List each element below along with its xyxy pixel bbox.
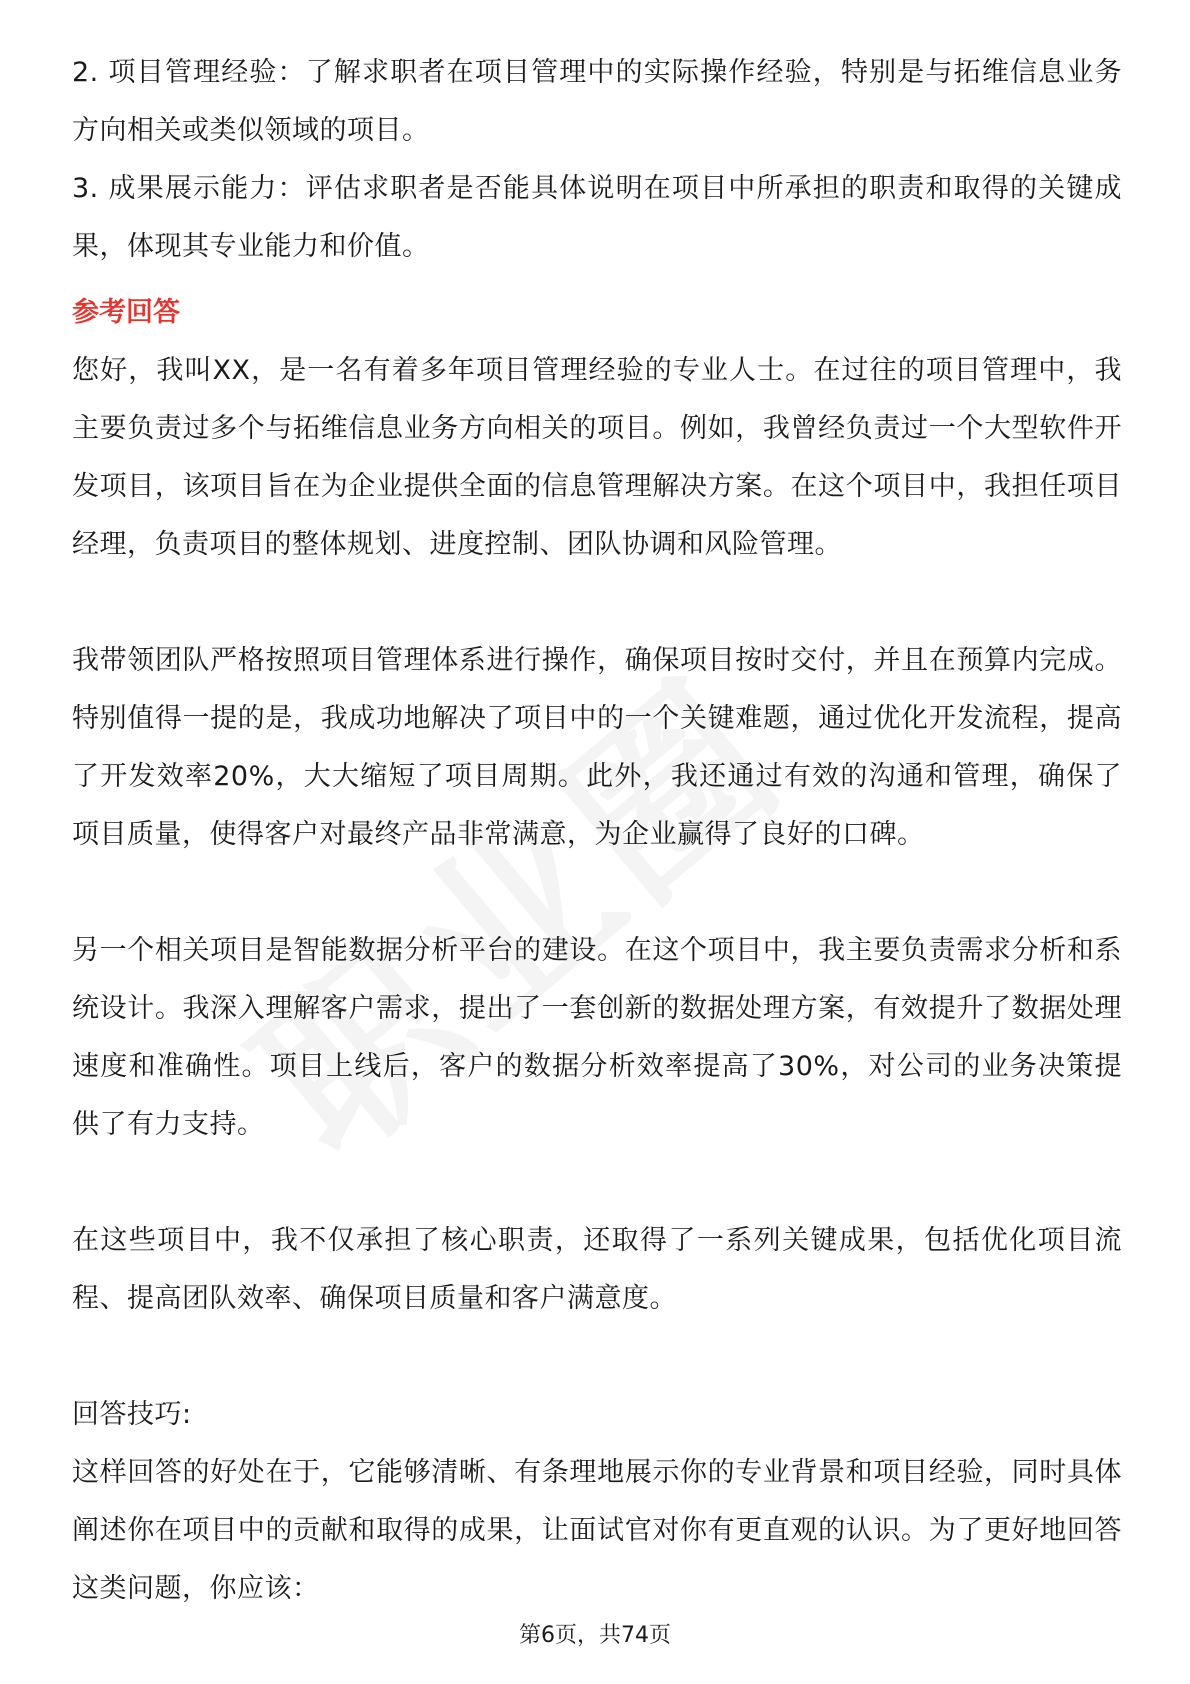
document-page [72,44,1122,1618]
intro-item-3: 3. 成果展示能力：评估求职者是否能具体说明在项目中所承担的职责和取得的关键成果，体现其专业能力和价值。 [72,173,1122,262]
tips-heading: 回答技巧: [72,1399,192,1430]
answer-paragraph-2: 我带领团队严格按照项目管理体系进行操作，确保项目按时交付，并且在预算内完成。特别值得一提的是，我成功地解决了项目中的一个关键难题，通过优化开发流程，提高了开发效率20%，大大缩短了项目周期。此外，我还通过有效的沟通和管理，确保了项目质量，使得客户对最终产品非常满意，为企业赢得了良好的口碑。 [72,645,1122,850]
page-footer: 第6页，共74页 [519,1623,671,1648]
answer-paragraph-3: 另一个相关项目是智能数据分析平台的建设。在这个项目中，我主要负责需求分析和系统设计。我深入理解客户需求，提出了一套创新的数据处理方案，有效提升了数据处理速度和准确性。项目上线后，客户的数据分析效率提高了30%，对公司的业务决策提供了有力支持。 [72,935,1122,1140]
answer-paragraph-1: 您好，我叫XX，是一名有着多年项目管理经验的专业人士。在过往的项目管理中，我主要负责过多个与拓维信息业务方向相关的项目。例如，我曾经负责过一个大型软件开发项目，该项目旨在为企业提供全面的信息管理解决方案。在这个项目中，我担任项目经理，负责项目的整体规划、进度控制、团队协调和风险管理。 [72,355,1122,560]
paragraph-gap [72,574,1122,632]
intro-item-2: 2. 项目管理经验：了解求职者在项目管理中的实际操作经验，特别是与拓维信息业务方向相关或类似领域的项目。 [72,57,1122,146]
reference-answer-heading: 参考回答 [72,297,180,328]
paragraph-gap [72,864,1122,922]
paragraph-gap [72,1328,1122,1386]
paragraph-gap [72,1154,1122,1212]
answer-paragraph-4: 在这些项目中，我不仅承担了核心职责，还取得了一系列关键成果，包括优化项目流程、提高团队效率、确保项目质量和客户满意度。 [72,1225,1122,1314]
tips-paragraph: 这样回答的好处在于，它能够清晰、有条理地展示你的专业背景和项目经验，同时具体阐述你在项目中的贡献和取得的成果，让面试官对你有更直观的认识。为了更好地回答这类问题，你应该： [72,1457,1122,1604]
